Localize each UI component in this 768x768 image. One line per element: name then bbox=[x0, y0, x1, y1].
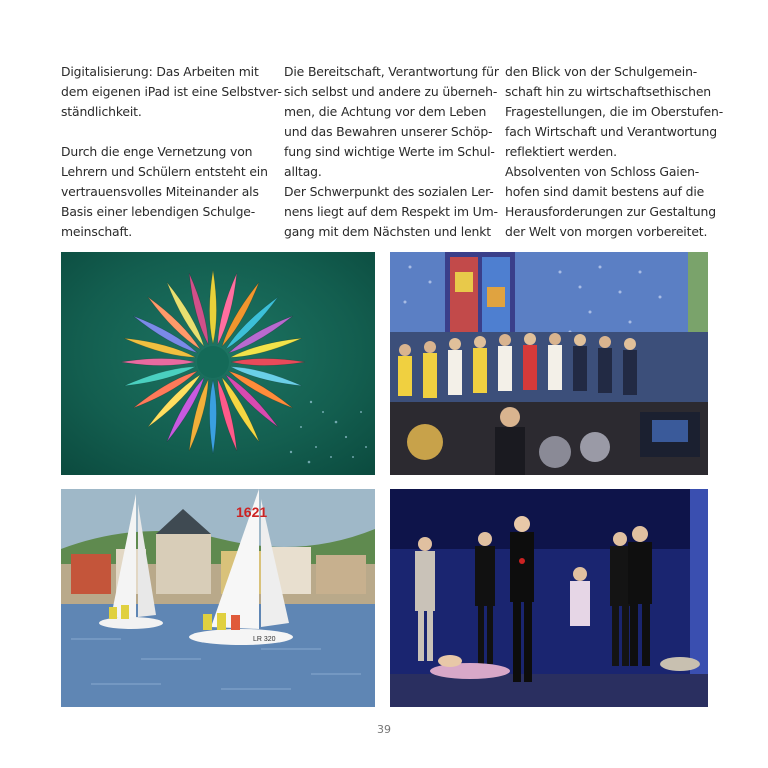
text-line: Absolventen von Schloss Gaien- bbox=[505, 164, 700, 179]
text-line: Durch die enge Vernetzung von bbox=[61, 144, 253, 159]
text-line: Herausforderungen zur Gestaltung bbox=[505, 204, 716, 219]
page-number: 39 bbox=[377, 723, 391, 736]
photo-choir-concert bbox=[390, 252, 708, 475]
text-line: hofen sind damit bestens auf die bbox=[505, 184, 705, 199]
sail-number: 1621 bbox=[236, 504, 268, 520]
text-line: vertrauensvolles Miteinander als bbox=[61, 184, 259, 199]
kayak-star-graphic bbox=[121, 270, 305, 454]
text-line: men, die Achtung vor dem Leben bbox=[284, 104, 487, 119]
text-line: Lehrern und Schülern entsteht ein bbox=[61, 164, 268, 179]
hull-number: LR 320 bbox=[253, 636, 276, 643]
photo-kayak-star bbox=[61, 252, 375, 475]
text-line: ständlichkeit. bbox=[61, 104, 142, 119]
text-column-2 bbox=[284, 62, 499, 242]
text-line: fach Wirtschaft und Verantwortung bbox=[505, 124, 717, 139]
text-line: und das Bewahren unserer Schöp- bbox=[284, 124, 493, 139]
text-line: meinschaft. bbox=[61, 224, 132, 239]
text-line: alltag. bbox=[284, 164, 322, 179]
text-column-3 bbox=[505, 62, 724, 242]
text-column-1 bbox=[61, 62, 282, 242]
text-line: reflektiert werden. bbox=[505, 144, 617, 159]
text-line: Fragestellungen, die im Oberstufen- bbox=[505, 104, 724, 119]
text-line: schaft hin zu wirtschaftsethischen bbox=[505, 84, 712, 99]
text-line: der Welt von morgen vorbereitet. bbox=[505, 224, 708, 239]
text-line: Digitalisierung: Das Arbeiten mit bbox=[61, 64, 259, 79]
text-line: Der Schwerpunkt des sozialen Ler- bbox=[284, 184, 494, 199]
photo-sailing bbox=[61, 489, 375, 707]
text-line: Die Bereitschaft, Verantwortung für bbox=[284, 64, 499, 79]
text-line: Basis einer lebendigen Schulge- bbox=[61, 204, 256, 219]
text-line: gang mit dem Nächsten und lenkt bbox=[284, 224, 491, 239]
text-line: fung sind wichtige Werte im Schul- bbox=[284, 144, 495, 159]
text-line: den Blick von der Schulgemein- bbox=[505, 64, 698, 79]
photo-theater-stage bbox=[390, 489, 708, 707]
text-line: nens liegt auf dem Respekt im Um- bbox=[284, 204, 498, 219]
text-line: sich selbst und andere zu überneh- bbox=[284, 84, 498, 99]
text-line: dem eigenen iPad ist eine Selbstver- bbox=[61, 84, 282, 99]
